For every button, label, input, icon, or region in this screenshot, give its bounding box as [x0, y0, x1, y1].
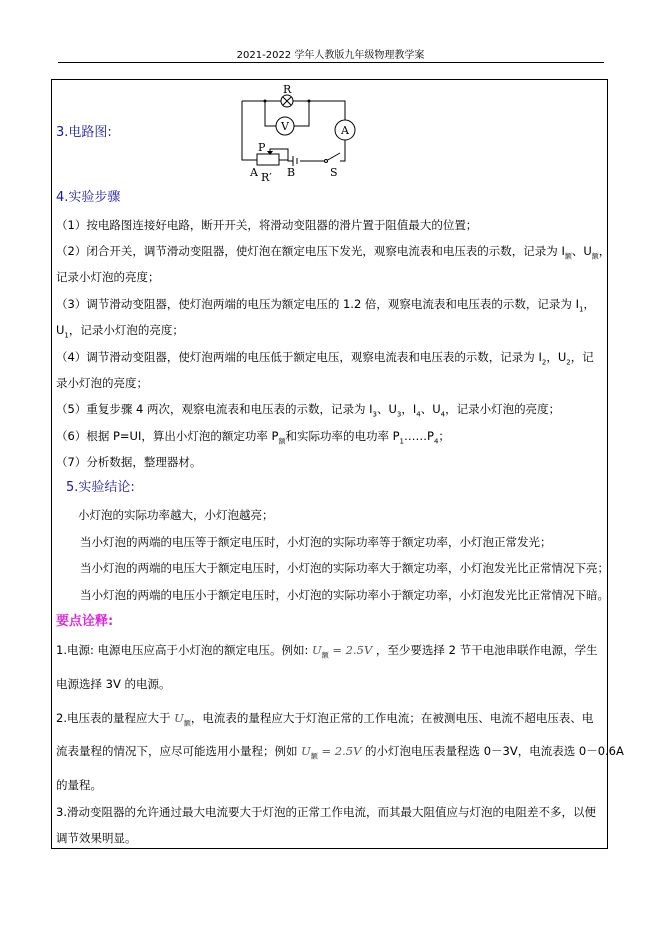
text-segment: （4）调节滑动变阻器，使灯泡两端的电压低于额定电压，观察电流表和电压表的示数，记录为 I: [56, 350, 542, 364]
text-segment: 3: [372, 410, 377, 419]
text-segment: 1.电源: 电源电压应高于小灯泡的额定电压。例如:: [56, 643, 313, 657]
label-voltmeter: V: [281, 120, 289, 133]
label-end-b: B: [287, 166, 296, 179]
text-segment: 额: [321, 651, 329, 660]
text-segment: 调节效果明显。: [56, 831, 137, 845]
text-segment: 3.滑动变阻器的允许通过最大电流要大于灯泡的正常工作电流，而其最大阻值应与灯泡的电阻差不多，以便: [56, 805, 596, 819]
text-segment: U: [56, 323, 65, 337]
text-segment: ，记录小灯泡的亮度；: [445, 402, 561, 416]
text-segment: （5）重复步骤 4 两次，观察电流表和电压表的示数，记录为 I: [56, 402, 373, 416]
step-line: [56, 454, 201, 470]
text-segment: 和实际功率的电功率 P: [285, 429, 400, 443]
text-segment: ……P: [404, 429, 434, 443]
text-segment: 的小灯泡电压表量程选 0－3V，电流表选 0－0.6A: [361, 744, 624, 758]
text-segment: 2: [566, 358, 571, 367]
section-conclusion-title: 5.实验结论:: [66, 480, 135, 495]
text-segment: ，电流表的量程应大于灯泡正常的工作电流；在被测电压、电流不超电压表、电: [190, 711, 594, 725]
text-segment: 电源选择 3V 的电源。: [56, 677, 171, 691]
note-line: [56, 743, 624, 764]
step-line: [56, 243, 610, 264]
step-line: [56, 349, 594, 370]
text-segment: ；: [438, 429, 450, 443]
text-segment: 的量程。: [56, 778, 102, 792]
label-ammeter: A: [341, 124, 349, 137]
text-segment: 、U: [571, 244, 592, 258]
text-segment: 额: [278, 437, 286, 446]
text-segment: 2: [541, 358, 547, 367]
section-steps-title: 4.实验步骤: [56, 190, 121, 205]
step-line: [56, 296, 595, 317]
step-line: [56, 401, 560, 422]
step-line: [56, 428, 450, 449]
text-segment: 2.电压表的量程应大于: [56, 711, 175, 725]
section-notes-title: 要点诠释:: [56, 614, 114, 629]
conclusion-line: 小灯泡的实际功率越大，小灯泡越亮；: [78, 508, 274, 522]
text-segment: 4: [433, 437, 439, 446]
label-end-a: A: [250, 166, 258, 179]
text-segment: 额: [183, 719, 191, 728]
step-line: [56, 322, 184, 343]
text-segment: 1: [64, 331, 69, 340]
text-segment: ，记录小灯泡的亮度；: [68, 323, 184, 337]
text-segment: 额: [591, 252, 599, 261]
page-header: 2021-2022 学年人教版九年级物理教学案: [236, 50, 425, 61]
text-segment: 额: [310, 752, 318, 761]
text-segment: ，: [583, 297, 595, 311]
text-segment: （1）按电路图连接好电路，断开开关，将滑动变阻器的滑片置于阻值最大的位置；: [56, 218, 478, 232]
text-segment: 额: [564, 252, 572, 261]
text-segment: 4: [440, 410, 446, 419]
label-lamp: R: [283, 83, 292, 96]
rheostat-icon: [257, 154, 279, 165]
text-segment: 1: [399, 437, 405, 446]
text-segment: （6）根据 P=UI，算出小灯泡的额定功率 P: [56, 429, 279, 443]
section-diagram-title: 3.电路图:: [56, 125, 112, 140]
circuit-diagram: [0, 0, 661, 200]
text-segment: U: [312, 643, 322, 657]
note-line: [56, 642, 598, 663]
conclusion-line: 当小灯泡的两端的电压大于额定电压时，小灯泡的实际功率大于额定功率，小灯泡发光比正常情况下亮；: [80, 561, 609, 575]
text-segment: 4: [416, 410, 421, 419]
conclusion-line: 当小灯泡的两端的电压等于额定电压时，小灯泡的实际功率等于额定功率，小灯泡正常发光；: [80, 535, 552, 549]
note-line: [56, 676, 171, 692]
note-line: [56, 710, 593, 731]
text-segment: = 2.5V: [328, 643, 373, 657]
text-segment: = 2.5V: [317, 744, 362, 758]
text-segment: 记录小灯泡的亮度；: [56, 270, 160, 284]
step-line: [56, 217, 477, 233]
text-segment: U: [301, 744, 311, 758]
note-line: [56, 804, 596, 820]
step-line: [56, 375, 148, 391]
text-segment: ，至少要选择 2 节干电池串联作电源，学生: [372, 643, 598, 657]
label-rheostat: R′: [261, 171, 272, 184]
text-segment: （7）分析数据，整理器材。: [56, 455, 202, 469]
step-line: [56, 269, 160, 285]
text-segment: 3: [396, 410, 402, 419]
text-segment: ，I: [401, 402, 417, 416]
label-switch: S: [330, 166, 338, 179]
text-segment: 、U: [420, 402, 441, 416]
conclusion-line: 当小灯泡的两端的电压小于额定电压时，小灯泡的实际功率小于额定功率，小灯泡发光比正常情况下暗。: [80, 588, 609, 602]
text-segment: ，: [598, 244, 611, 258]
text-segment: U: [174, 711, 184, 725]
text-segment: （2）闭合开关，调节滑动变阻器，使灯泡在额定电压下发光，观察电流表和电压表的示数，记录为 I: [56, 244, 565, 258]
text-segment: 录小灯泡的亮度；: [56, 376, 148, 390]
text-segment: （3）调节滑动变阻器，使灯泡两端的电压为额定电压的 1.2 倍，观察电流表和电压表的示数，记录为 I: [56, 297, 579, 311]
text-segment: 流表量程的情况下，应尽可能选用小量程；例如: [56, 744, 302, 758]
note-line: [56, 830, 137, 846]
switch-icon: [326, 153, 340, 161]
text-segment: 1: [578, 305, 584, 314]
note-line: [56, 777, 102, 793]
label-slider: P: [258, 141, 266, 154]
text-segment: ，记: [570, 350, 594, 364]
text-segment: ，U: [546, 350, 567, 364]
text-segment: 、U: [376, 402, 397, 416]
